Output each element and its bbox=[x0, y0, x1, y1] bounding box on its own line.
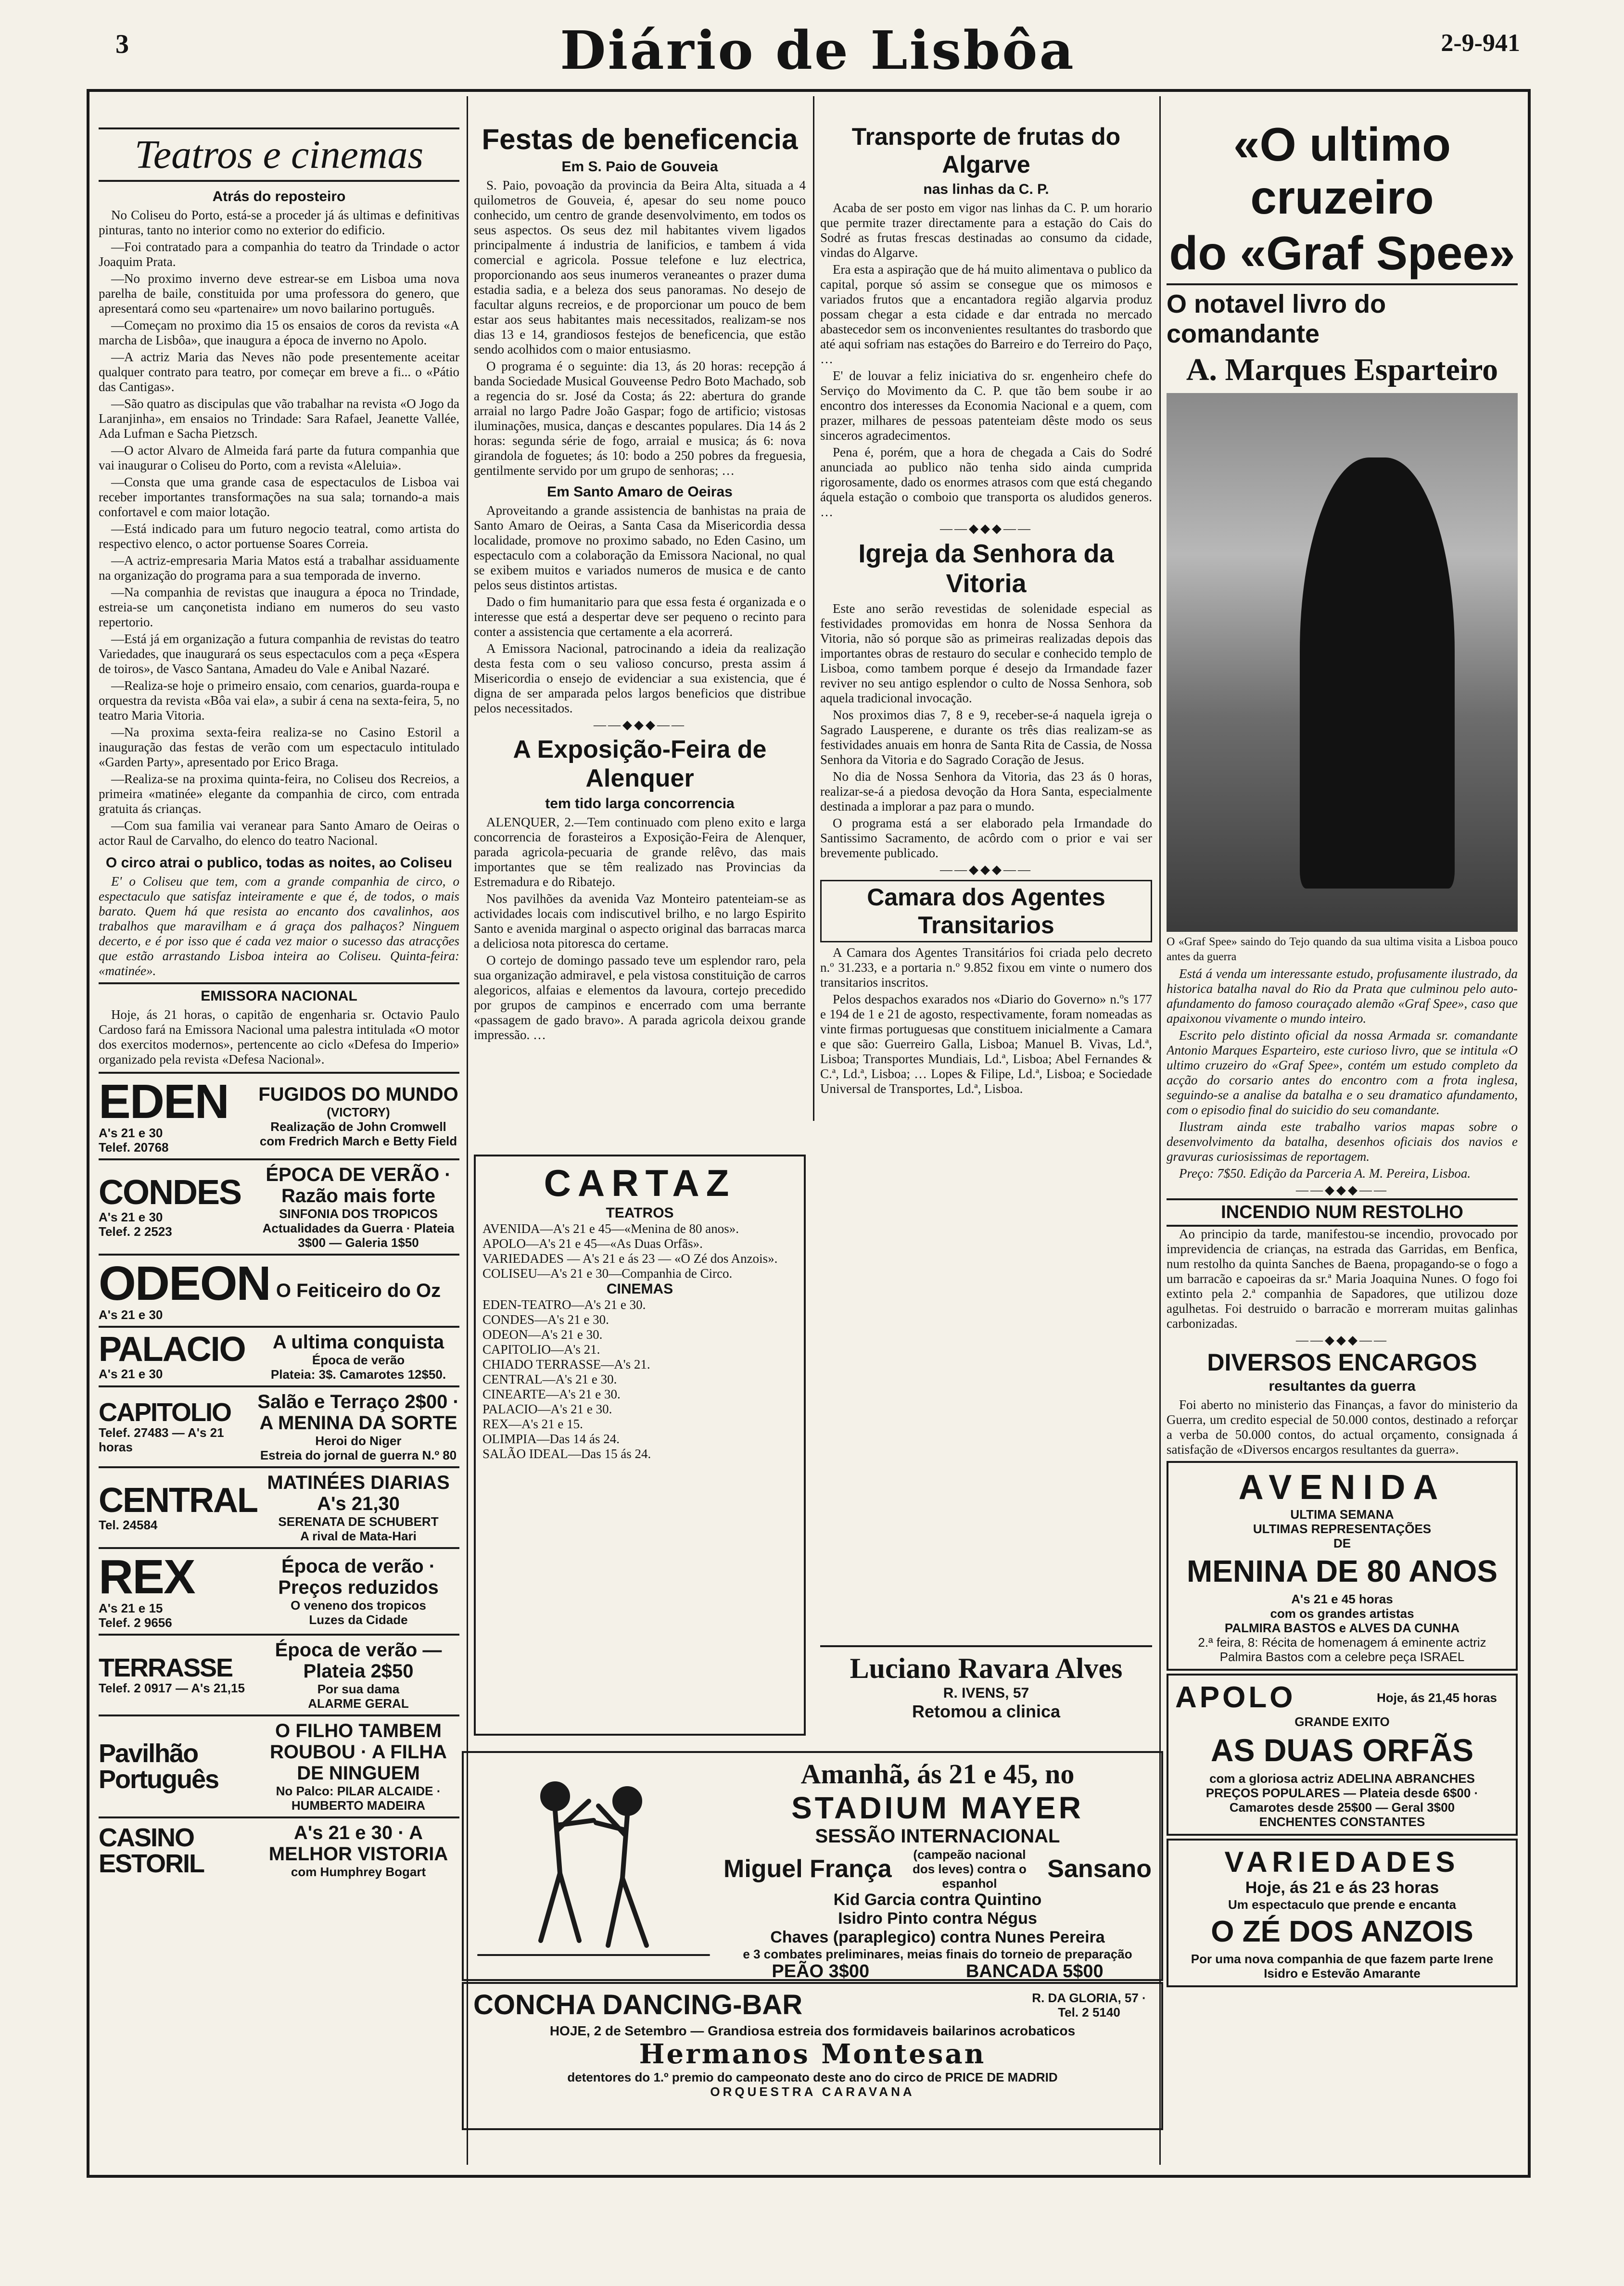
listing-item: PALACIO—A's 21 e 30. bbox=[482, 1402, 612, 1416]
subheadline: O notavel livro do comandante bbox=[1167, 290, 1386, 348]
paragraph: Dado o fim humanitario para que essa festa é organizada e o interesse que está a despertar deve ser pequeno o recinto para conter a assistencia que certamente a ela acorrerá. bbox=[474, 595, 806, 639]
ad-name: AVENIDA bbox=[1238, 1468, 1446, 1507]
ad-line: Um espectaculo que prende e encanta bbox=[1228, 1897, 1456, 1912]
paragraph: E' de louvar a feliz iniciativa do sr. engenheiro chefe do Serviço do Movimento da C. P. que tão bem soube ir ao encontro dos interesses da Economia Nacional e a quem, com prazer, milhares de pessoas patenteiam dêste modo os seus sinceros agradecimentos. bbox=[820, 368, 1152, 443]
article-body bbox=[820, 601, 1152, 861]
page-number: 3 bbox=[115, 29, 129, 59]
cartaz-box bbox=[474, 1155, 806, 1746]
listing-item: SALÃO IDEAL—Das 15 ás 24. bbox=[482, 1447, 651, 1461]
ad-name: CONCHA DANCING-BAR bbox=[473, 1989, 803, 2020]
cinema-name: REX bbox=[99, 1550, 195, 1604]
film-detail: Estreia do jornal de guerra N.º 80 bbox=[260, 1448, 457, 1462]
article-body bbox=[474, 178, 806, 478]
subheading: resultantes da guerra bbox=[1269, 1378, 1416, 1394]
cinema-info: A's 21 e 15 bbox=[99, 1601, 163, 1615]
cinema-ad bbox=[99, 1158, 459, 1254]
author: A. Marques Esparteiro bbox=[1186, 352, 1498, 387]
ad-line: ENCHENTES CONSTANTES bbox=[1259, 1815, 1425, 1829]
section-title: Teatros e cinemas bbox=[99, 127, 459, 182]
cinema-info: Tel. 24584 bbox=[99, 1518, 158, 1532]
paragraph: Nos proximos dias 7, 8 e 9, receber-se-á naquela igreja o Sagrado Lausperene, e durante os três dias realizam-se as festividades anuais em honra de Santa Rita de Cassia, de Nossa Senhora da Vitoria e do Sagrado Coração de Jesus. bbox=[820, 708, 1152, 767]
paragraph: O programa é o seguinte: dia 13, ás 20 horas: recepção á banda Sociedade Musical Gouveense Pedro Boto Machado, sob a regencia do sr. José da Costa; ás 22: abertura do grande arraial no largo Padre João Gaspar; fogo de artificio; vistosas iluminações, musica, danças e descantes populares. Dia 14 ás 2 horas: segunda série de fogo, arraial e musica; ás 6: nova girandola de foguetes; ás 10: bodo a 250 pobres da freguesia, gentilmente servido por um grupo de senhoras; … bbox=[474, 359, 806, 478]
theatres-label: TEATROS bbox=[606, 1205, 674, 1221]
film-detail: No Palco: PILAR ALCAIDE · HUMBERTO MADEIRA bbox=[276, 1784, 441, 1813]
cinema-ad bbox=[99, 1714, 459, 1816]
paragraph: Hoje, ás 21 horas, o capitão de engenharia sr. Octavio Paulo Cardoso fará na Emissora Nacional uma palestra intitulada «O motor dos exercitos modernos», pertencente ao ciclo «Defesa do Imperio» organizado pela revista «Defesa Nacional». bbox=[99, 1007, 459, 1067]
film-title: O Feiticeiro do Oz bbox=[276, 1280, 441, 1301]
cinema-ad bbox=[99, 1385, 459, 1466]
cinema-name: CASINO ESTORIL bbox=[99, 1823, 204, 1878]
paragraph: —Realiza-se hoje o primeiro ensaio, com cenarios, guarda-roupa e orquestra da revista «Bôa vai ela», a subir á cena na sexta-feira, 5, no teatro Maria Vitoria. bbox=[99, 678, 459, 723]
listing-item: CENTRAL—A's 21 e 30. bbox=[482, 1372, 617, 1386]
paragraph: Está á venda um interessante estudo, profusamente ilustrado, da historica batalha naval do Rio da Prata que culminou pelo auto-afundamento do famoso couraçado alemão «Graf Spee», caso que apaixonou vivamente o mundo inteiro. bbox=[1167, 966, 1518, 1026]
article-body bbox=[820, 945, 1152, 1096]
subheading: tem tido larga concorrencia bbox=[545, 796, 735, 812]
film-detail: SINFONIA DOS TROPICOS bbox=[279, 1206, 438, 1221]
ad-avenida bbox=[1167, 1461, 1518, 1671]
paragraph: Nos pavilhões da avenida Vaz Monteiro patenteiam-se as actividades locais com indiscutivel brilho, e no largo Espirito Santo e avenida marginal o aspecto original das barracas marca a deliciosa nota pitoresca do certame. bbox=[474, 891, 806, 951]
film-detail: Época de verão bbox=[312, 1353, 405, 1367]
paragraph: Este ano serão revestidas de solenidade especial as festividades promovidas em honra de Nossa Senhora da Vitoria, não só porque são as primeiras realizadas depois das importantes obras de restauro do secular e conhecido templo de Lisboa, como tambem porque é desejo da Irmandade fazer reviver no seu antigo esplendor o culto de Nossa Senhora, sob aquela tradicional invocação. bbox=[820, 601, 1152, 705]
paragraph: Acaba de ser posto em vigor nas linhas da C. P. um horario que permite trazer directamente para a estação do Cais do Sodré as frutas frescas destinadas ao consumo da cidade, vindas do Algarve. bbox=[820, 201, 1152, 260]
film-detail: Realização de John Cromwell com Fredrich March e Betty Field bbox=[259, 1119, 457, 1148]
cinema-ad bbox=[99, 1326, 459, 1385]
cinema-info: A's 21 e 30 bbox=[99, 1126, 163, 1140]
listing-item: COLISEU—A's 21 e 30—Companhia de Circo. bbox=[482, 1266, 733, 1281]
paragraph: Pena é, porém, que a hora de chegada a Cais do Sodré anunciada ao publico não tenha sido ainda cumprida rigorosamente, dado os enormes atrasos com que está chegando áquela estação o comboio que transporta os aludidos generos. … bbox=[820, 445, 1152, 519]
ad-address: R. DA GLORIA, 57 · Tel. 2 5140 bbox=[1032, 1990, 1146, 2019]
price: PEÃO 3$00 bbox=[772, 1961, 870, 1981]
paragraph: O cortejo de domingo passado teve um esplendor raro, pela sua organização admiravel, e pela vistosa constituição de carros alegoricos, alfaias e elementos da lavoura, cortejo precedido por grupos de campinos e encerrado com uma berrante «passagem de gado bravo». A parada agricola deixou grande impressão. … bbox=[474, 953, 806, 1042]
ad-play: MENINA DE 80 ANOS bbox=[1186, 1554, 1498, 1588]
cinema-ad bbox=[99, 1816, 459, 1883]
headline: «O ultimo cruzeiro bbox=[1233, 118, 1451, 224]
paragraph: S. Paio, povoação da provincia da Beira Alta, situada a 4 quilometros de Gouveia, é, apesar do seu nome pouco conhecido, um centro de grande desenvolvimento, em todos os seus aspectos. Os seus dez mil habitantes vivem ligados principalmente á industria de lanificios, e tambem á vida comercial e agricola. Possue telefone e luz electrica, proporcionando aos seus inumeros veraneantes o prazer duma estadia sadia, e a beleza dos seus panoramas. No desejo de facultar alguns recreios, e de proporcionar um pouco de bem estar aos seus habitantes mais necessitados, realizam-se nos dias 13 e 14, grandiosos festejos de beneficencia, que estão sendo acolhidos com o maior entusiasmo. bbox=[474, 178, 806, 356]
cinema-info: A's 21 e 30 bbox=[99, 1367, 163, 1381]
cinema-name: EDEN bbox=[99, 1075, 228, 1129]
subheading: Em S. Paio de Gouveia bbox=[561, 159, 718, 175]
ad-luciano bbox=[820, 1645, 1152, 1743]
page-date: 2-9-941 bbox=[1441, 29, 1520, 57]
ad-line: DE bbox=[1333, 1536, 1351, 1550]
listing-item: CINEARTE—A's 21 e 30. bbox=[482, 1387, 621, 1401]
page-header bbox=[115, 19, 1520, 82]
film-title: Época de verão · Preços reduzidos bbox=[278, 1556, 439, 1598]
paragraph: —A actriz Maria das Neves não pode presentemente aceitar qualquer contrato para teatro, por começar em breve a fi... o «Pátio das Cantigas». bbox=[99, 350, 459, 394]
film-title: Salão e Terraço 2$00 · A MENINA DA SORTE bbox=[257, 1391, 459, 1434]
ad-line: ULTIMAS REPRESENTAÇÕES bbox=[1253, 1522, 1432, 1536]
cinema-info: Telef. 2 2523 bbox=[99, 1224, 172, 1239]
theatre-listing bbox=[482, 1221, 797, 1281]
ad-line: Hoje, ás 21,45 horas bbox=[1376, 1690, 1497, 1705]
section-title: Festas de beneficencia bbox=[482, 123, 798, 155]
column-rule bbox=[813, 96, 814, 1121]
film-detail: com Humphrey Bogart bbox=[291, 1865, 426, 1879]
ad-line: ULTIMA SEMANA bbox=[1290, 1507, 1394, 1522]
cinema-info: Telef. 20768 bbox=[99, 1140, 169, 1155]
listing-item: VARIEDADES — A's 21 e ás 23 — «O Zé dos Anzois». bbox=[482, 1251, 778, 1266]
ad-line: Por uma nova companhia de que fazem parte Irene Isidro e Estevão Amarante bbox=[1191, 1952, 1494, 1981]
listing-item: REX—A's 21 e 15. bbox=[482, 1417, 583, 1431]
venue: STADIUM MAYER bbox=[791, 1791, 1084, 1825]
column-graf-spee: «O ultimo cruzeiro do «Graf Spee» O notavel livro do comandante A. Marques Esparteiro O «Graf Spee» saindo do Tejo quando da sua ultima visita a Lisboa pouco antes da guerra Está á venda um interessante estudo, profusamente ilustrado, da historica batalha naval do Rio da Prata que culminou pelo auto-afundamento do famoso couraçado alemão «Graf Spee», caso que apaixonou vivamente o mundo inteiro. Escrito pelo distinto oficial da nossa Armada sr. comandante Antonio Marques Esparteiro, este curioso livro, que se intitula «O ultimo cruzeiro do «Graf Spee», contém um estudo completo da acção do corsario antes do encontro com a frota inglesa, seguindo-se a analise da batalha e o seu dramatico afundamento, com o episodio final do suicidio do seu comandante. Ilustram ainda este trabalho varios mapas sobre o desenvolvimento da batalha, desenhos oficiais dos navios e gravuras curiosissimas de reportagem. Preço: 7$50. Edição da Parceria A. M. Pereira, Lisboa. ——◆◆◆—— INCENDIO NUM RESTOLHO Ao principio da tarde, manifestou-se incendio, provocado por imprevidencia de crianças, na estrada das Garridas, em Benfica, num restolho da quinta Sanches de Baena, propagando-se o fogo a um barracão e capoeiras da sr.ª Maria Joaquina Nunes. O fogo foi extinto pela 2.ª companhia de Sapadores, que utilizou doze agulhetas. Foi destruido o barracão e morreram muitas galinhas carbonizadas. ——◆◆◆—— DIVERSOS ENCARGOS resultantes da guerra Foi aberto no ministerio das Finanças, a favor do ministerio da Guerra, um credito especial de 50.000 contos, destinado a reforçar a verba de 50.000 contos, do actual orçamento, consignada á satisfação de «Diversos encargos resultantes da guerra». AVENIDA ULTIMA SEMANA ULTIMAS REPRESENTAÇÕES DE MENINA DE 80 ANOS A's 21 e 45 horas com os grandes artistas PALMIRA BASTOS e ALVES DA CUNHA 2.ª feira, 8: Récita de homenagem á eminente actriz Palmira Bastos com a celebre peça ISRAEL APOLO Hoje, ás 21,45 horas GRANDE EXITO AS DUAS ORFÃS com a gloriosa actriz ADELINA ABRANCHES PREÇOS POPULARES — Plateia desde 6$00 · Camarotes desde 25$00 — Geral 3$00 ENCHENTES CONSTANTES VARIEDADES Hoje, ás 21 e ás 23 horas Um espectaculo que prende e encanta O ZÉ DOS ANZOIS Por uma nova companhia de que fazem parte Irene Isidro e Estevão Amarante bbox=[1167, 103, 1518, 2167]
listing-item: AVENIDA—A's 21 e 45—«Menina de 80 anos». bbox=[482, 1221, 739, 1236]
ad-boxing bbox=[462, 1751, 1163, 1981]
ad-play: O ZÉ DOS ANZOIS bbox=[1211, 1915, 1473, 1948]
listing-item: OLIMPIA—Das 14 ás 24. bbox=[482, 1432, 620, 1446]
paragraph: Escrito pelo distinto oficial da nossa Armada sr. comandante Antonio Marques Esparteiro, este curioso livro, que se intitula «O ultimo cruzeiro do «Graf Spee», contém um estudo completo da acção do corsario antes do encontro com a frota inglesa, seguindo-se a analise da batalha e o seu dramatico afundamento, com o episodio final do suicidio do seu comandante. bbox=[1167, 1028, 1518, 1117]
paragraph: —Está indicado para um futuro negocio teatral, como artista do respectivo elenco, o actor portuense Soares Correia. bbox=[99, 521, 459, 551]
section-title: INCENDIO NUM RESTOLHO bbox=[1167, 1198, 1518, 1227]
ad-line: PREÇOS POPULARES — Plateia desde 6$00 · Camarotes desde 25$00 — Geral 3$00 bbox=[1205, 1786, 1479, 1815]
cinema-name: PALACIO bbox=[99, 1330, 245, 1369]
paragraph: ALENQUER, 2.—Tem continuado com pleno exito e larga concorrencia de forasteiros a Exposição-Feira de Alenquer, parada agricola-pecuaria de grande relêvo, das mais importantes que se têm realizado nas Provincias da Estremadura e do Ribatejo. bbox=[474, 815, 806, 889]
paragraph: A Camara dos Agentes Transitários foi criada pelo decreto n.º 31.233, e a portaria n.º 9.852 fixou em vinte o numero dos transitarios inscritos. bbox=[820, 945, 1152, 990]
paragraph: —Com sua familia vai veranear para Santo Amaro de Oeiras o actor Raul de Carvalho, do elenco do teatro Nacional. bbox=[99, 818, 459, 848]
subheading: Atrás do reposteiro bbox=[212, 189, 346, 204]
cinema-info: Telef. 2 9656 bbox=[99, 1615, 172, 1630]
film-detail: (VICTORY) bbox=[327, 1105, 390, 1119]
film-title: ÉPOCA DE VERÃO · Razão mais forte bbox=[266, 1164, 451, 1206]
paragraph: Foi aberto no ministerio das Finanças, a favor do ministerio da Guerra, um credito especial de 50.000 contos, destinado a reforçar a verba de 50.000 contos, do actual orçamento, consignada á satisfação de «Diversos encargos resultantes da guerra». bbox=[1167, 1397, 1518, 1457]
listing-item: CHIADO TERRASSE—A's 21. bbox=[482, 1357, 650, 1372]
listing-item: EDEN-TEATRO—A's 21 e 30. bbox=[482, 1297, 646, 1312]
film-title: FUGIDOS DO MUNDO bbox=[258, 1084, 458, 1105]
cinema-ad bbox=[99, 1254, 459, 1326]
paragraph: E' o Coliseu que tem, com a grande companhia de circo, o espectaculo que satisfaz inteiramente e que é, de todos, o mais barato. Quem há que resista ao encanto dos cavalinhos, aos trabalhos que maravilham e á graça dos palhaços? Ninguem decerto, e é por isso que é cada vez maior o sucesso das atracções que estão arrastando Lisboa inteira ao Coliseu. Quinta-feira: «matinée». bbox=[99, 874, 459, 978]
column-transport: Transporte de frutas do Algarve nas linhas da C. P. Acaba de ser posto em vigor nas linhas da C. P. um horario que permite trazer directamente para a estação do Cais do Sodré as frutas frescas destinadas ao consumo da cidade, vindas do Algarve. Era esta a aspiração que de há muito alimentava o publico da capital, porque só assim se consegue que os mimosos e variados frutos que a encantadora região algarvia produz possam chegar a esta cidade e dar entrada no mercado abastecedor sem os inconvenientes resultantes do trasbordo que até aqui sofriam nas estações do Barreiro e do Terreiro do Paço, … E' de louvar a feliz iniciativa do sr. engenheiro chefe do Serviço do Movimento da C. P. que tão bem soube ir ao encontro dos interesses da Economia Nacional e a quem, com prazer, milhares de pessoas patenteiam dêste modo os seus sinceros agradecimentos. Pena é, porém, que a hora de chegada a Cais do Sodré anunciada ao publico não tenha sido ainda cumprida rigorosamente, dado os enormes atrasos com que está chegando áquela estação o comboio que transporta os aludidos generos. … ——◆◆◆—— Igreja da Senhora da Vitoria Este ano serão revestidas de solenidade especial as festividades promovidas em honra de Nossa Senhora da Vitoria, não só porque são as primeiras realizadas depois das importantes obras de restauro do secular e conhecido templo de Lisboa, como tambem porque é desejo da Irmandade fazer reviver no seu antigo esplendor o culto de Nossa Senhora, sob aquela tradicional invocação. Nos proximos dias 7, 8 e 9, receber-se-á naquela igreja o Sagrado Lausperene, e durante os três dias realizam-se as festividades anuais em honra de Santa Rita de Cassia, de Nossa Senhora da Vitoria e do Sagrado Coração de Jesus. No dia de Nossa Senhora da Vitoria, das 23 ás 0 horas, realizar-se-á a piedosa devoção da Hora Santa, especialmente destinada a implorar a paz para o mundo. O programa está a ser elaborado pela Irmandade do Santissimo Sacramento, de acôrdo com o prior e vai ser brevemente publicado. ——◆◆◆—— Camara dos Agentes Transitarios A Camara dos Agentes Transitários foi criada pelo decreto n.º 31.233, e a portaria n.º 9.852 fixou em vinte o numero dos transitarios inscritos. Pelos despachos exarados nos «Diario do Governo» n.ºs 177 e 194 de 1 e 21 de agosto, respectivamente, foram nomeadas as vinte firmas portuguesas que constituem inicialmente a Camara e que são: Guerreiro Galla, Lisboa; Manuel B. Vivas, Ld.ª, Lisboa; Transportes Mundiais, Ld.ª, Lisboa; Abel Fernandes & C.ª, Ld.ª, Lisboa; … Lopes & Filipe, Ld.ª, Lisboa; e Sociedade Universal de Transportes, Ld.ª, Lisboa. bbox=[820, 123, 1152, 1096]
section-title: Igreja da Senhora da Vitoria bbox=[858, 539, 1114, 598]
listing-item: CONDES—A's 21 e 30. bbox=[482, 1312, 609, 1327]
paragraph: A Emissora Nacional, patrocinando a ideia da realização desta festa com o seu valioso concurso, presta assim á Misericordia o ensejo de evidenciar a sua existencia, que é digna de ser amparada pelos largos beneficios que distribue pelos necessitados. bbox=[474, 641, 806, 715]
section-title: Transporte de frutas do Algarve bbox=[851, 123, 1121, 178]
cinema-info: A's 21 e 30 bbox=[99, 1210, 163, 1224]
cinema-name: CAPITOLIO bbox=[99, 1398, 231, 1427]
ad-play: AS DUAS ORFÃS bbox=[1210, 1732, 1474, 1768]
cinema-name: CENTRAL bbox=[99, 1481, 257, 1520]
subheading: Em Santo Amaro de Oeiras bbox=[547, 484, 733, 500]
listing-item: ODEON—A's 21 e 30. bbox=[482, 1327, 603, 1342]
film-detail: A rival de Mata-Hari bbox=[300, 1529, 417, 1543]
film-title: MATINÉES DIARIAS A's 21,30 bbox=[267, 1472, 450, 1514]
paragraph: —Foi contratado para a companhia do teatro da Trindade o actor Joaquim Prata. bbox=[99, 240, 459, 269]
ad-line: com a gloriosa actriz ADELINA ABRANCHES bbox=[1209, 1771, 1475, 1786]
cinema-ads bbox=[99, 1072, 459, 1883]
cinema-name: TERRASSE bbox=[99, 1653, 233, 1682]
performers: Hermanos Montesan bbox=[639, 2038, 986, 2070]
paragraph: Ilustram ainda este trabalho varios mapas sobre o desenvolvimento da batalha, desenhos oficiais dos navios e gravuras curiosissimas de reportagem. bbox=[1167, 1119, 1518, 1164]
cinema-name: ODEON bbox=[99, 1257, 270, 1310]
bout: Kid Garcia contra Quintino bbox=[833, 1891, 1042, 1909]
article-body bbox=[1167, 966, 1518, 1181]
ad-line: A's 21 e 45 horas bbox=[1291, 1592, 1393, 1606]
cinema-name: Pavilhão Português bbox=[99, 1739, 219, 1794]
ad-line: detentores do 1.º premio do campeonato deste ano do circo de PRICE DE MADRID bbox=[567, 2070, 1058, 2084]
paragraph: No dia de Nossa Senhora da Vitoria, das 23 ás 0 horas, realizar-se-á a piedosa devoção da Hora Santa, especialmente destinada a implorar a paz para o mundo. bbox=[820, 769, 1152, 813]
paragraph: —Na companhia de revistas que inaugura a época no Trindade, estreia-se um cançonetista indiano em numeros do seu vasto repertorio. bbox=[99, 585, 459, 629]
paragraph: No Coliseu do Porto, está-se a proceder já ás ultimas e definitivas pinturas, tanto no interior como no exterior do edificio. bbox=[99, 208, 459, 237]
headline: do «Graf Spee» bbox=[1169, 227, 1515, 279]
ad-line: PALMIRA BASTOS e ALVES DA CUNHA bbox=[1224, 1621, 1460, 1635]
paragraph: Aproveitando a grande assistencia de banhistas na praia de Santo Amaro de Oeiras, a Santa Casa da Misericordia dessa localidade, promove no proximo sabado, no Eden Casino, um espectaculo com a colaboração da Emissora Nacional, no qual se exibem muitos e variados numeros de musica e de canto pelos seus distintos artistas. bbox=[474, 503, 806, 592]
paragraph: Ao principio da tarde, manifestou-se incendio, provocado por imprevidencia de crianças, na estrada das Garridas, em Benfica, num restolho da quinta Sanches de Baena, propagando-se o fogo a um barracão e capoeiras da sr.ª Maria Joaquina Nunes. O fogo foi extinto pela 2.ª companhia de Sapadores, que utilizou doze agulhetas. Foi destruido o barracão e morreram muitas galinhas carbonizadas. bbox=[1167, 1227, 1518, 1331]
section-title: Camara dos Agentes Transitarios bbox=[820, 880, 1152, 942]
ad-name: APOLO bbox=[1175, 1681, 1296, 1714]
subheading: nas linhas da C. P. bbox=[923, 181, 1049, 197]
session: SESSÃO INTERNACIONAL bbox=[815, 1826, 1060, 1847]
photo-caption: O «Graf Spee» saindo do Tejo quando da sua ultima visita a Lisboa pouco antes da guerra bbox=[1167, 936, 1518, 963]
cinemas-label: CINEMAS bbox=[606, 1281, 673, 1297]
film-detail: Plateia: 3$. Camarotes 12$50. bbox=[270, 1367, 446, 1382]
bout: Isidro Pinto contra Négus bbox=[838, 1909, 1037, 1928]
section-title: A Exposição-Feira de Alenquer bbox=[513, 736, 767, 792]
boxing-mid: (campeão nacional dos leves) contra o espanhol bbox=[912, 1847, 1027, 1891]
column-charity: Festas de beneficencia Em S. Paio de Gouveia S. Paio, povoação da provincia da Beira Alta, situada a 4 quilometros de Gouveia, é, apesar do seu nome pouco conhecido, um centro de grande desenvolvimento, em todos os seus aspectos. Os seus dez mil habitantes vivem ligados principalmente á industria de lanificios, e tambem á vida comercial e agricola. Possue telefone e luz electrica, proporcionando aos seus inumeros veraneantes o prazer duma estadia sadia, e a beleza dos seus panoramas. No desejo de facultar alguns recreios, e de proporcionar um pouco de bem estar aos seus habitantes mais necessitados, realizam-se nos dias 13 e 14, grandiosos festejos de beneficencia, que estão sendo acolhidos com o maior entusiasmo. O programa é o seguinte: dia 13, ás 20 horas: recepção á banda Sociedade Musical Gouveense Pedro Boto Machado, sob a regencia do sr. José da Costa; ás 22: abertura do grande arraial no largo Padre João Gaspar; fogo de artificio; vistosas iluminações, musica, danças e descantes populares. Dia 14 ás 2 horas: segunda série de fogo, arraial e musica; ás 6: nova girandola de foguetes; ás 10: bodo a 250 pobres da freguesia, gentilmente servido por um grupo de senhoras; … Em Santo Amaro de Oeiras Aproveitando a grande assistencia de banhistas na praia de Santo Amaro de Oeiras, a Santa Casa da Misericordia dessa localidade, promove no proximo sabado, no Eden Casino, um espectaculo com a colaboração da Emissora Nacional, no qual se exibem muitos e variados numeros de musica e de canto pelos seus distintos artistas. Dado o fim humanitario para que essa festa é organizada e o interesse que está a despertar deve ser pequeno o recinto para conter a assistencia que certamente a ela acorrerá. A Emissora Nacional, patrocinando a ideia da realização desta festa com o seu valioso concurso, presta assim á Misericordia o ensejo de evidenciar a sua existencia, que é digna de ser amparada pelos largos beneficios que distribue pelos necessitados. ——◆◆◆—— A Exposição-Feira de Alenquer tem tido larga concorrencia ALENQUER, 2.—Tem continuado com pleno exito e larga concorrencia de forasteiros a Exposição-Feira de Alenquer, parada agricola-pecuaria de grande relêvo, das mais importantes que se têm realizado nas Provincias da Estremadura e do Ribatejo. Nos pavilhões da avenida Vaz Monteiro patenteiam-se as actividades locais com indiscutivel brilho, e no largo Espirito Santo e avenida marginal o aspecto original das barracas marca a deliciosa nota pitoresca do certame. O cortejo de domingo passado teve um esplendor raro, pela sua organização admiravel, e pela vistosa constituição de carros alegoricos, alfaias e elementos da lavoura, cortejo precedido por grupos de campinos e encerrado com uma berrante «passagem de gado bravo». A parada agricola deixou grande impressão. … bbox=[474, 123, 806, 1042]
film-title: A ultima conquista bbox=[272, 1332, 444, 1353]
cinema-ad bbox=[99, 1466, 459, 1547]
boxer-1: Miguel França bbox=[723, 1855, 892, 1883]
article-body bbox=[474, 503, 806, 716]
masthead: Diário de Lisbôa bbox=[560, 19, 1076, 81]
ad-line: 2.ª feira, 8: Récita de homenagem á eminente actriz Palmira Bastos com a celebre peça ISRAEL bbox=[1198, 1635, 1486, 1664]
column-theatres bbox=[99, 103, 459, 2167]
paragraph: O programa está a ser elaborado pela Irmandade do Santissimo Sacramento, de acôrdo com o prior e vai ser brevemente publicado. bbox=[820, 816, 1152, 860]
film-detail: Actualidades da Guerra · Plateia 3$00 — Galeria 1$50 bbox=[262, 1221, 455, 1250]
paragraph: —Realiza-se na proxima quinta-feira, no Coliseu dos Recreios, a primeira «matinée» elegante da companhia de circo, com entrada gratuita ás crianças. bbox=[99, 772, 459, 816]
cinema-info: Telef. 2 0917 — A's 21,15 bbox=[99, 1681, 245, 1695]
listing-item: CAPITOLIO—A's 21. bbox=[482, 1342, 600, 1357]
cinema-ad bbox=[99, 1072, 459, 1158]
ad-apolo bbox=[1167, 1674, 1518, 1836]
ad-concha bbox=[462, 1982, 1163, 2130]
ad-variedades bbox=[1167, 1839, 1518, 1987]
photo-graf-spee bbox=[1167, 393, 1518, 932]
article-body bbox=[820, 201, 1152, 520]
bout: Chaves (paraplegico) contra Nunes Pereira bbox=[770, 1928, 1105, 1946]
ad-line: Hoje, ás 21 e ás 23 horas bbox=[1245, 1879, 1439, 1897]
film-detail: Por sua dama bbox=[317, 1682, 400, 1696]
paragraph: Pelos despachos exarados nos «Diario do Governo» n.ºs 177 e 194 de 1 e 21 de agosto, respectivamente, foram nomeadas as vinte firmas portuguesas que constituem inicialmente a Camara e que são: Guerreiro Galla, Lisboa; Manuel B. Vivas, Ld.ª, Lisboa; Transportes Mundiais, Ld.ª, Lisboa; Abel Fernandes & C.ª, Ld.ª, Lisboa; … Lopes & Filipe, Ld.ª, Lisboa; e Sociedade Universal de Transportes, Ld.ª, Lisboa. bbox=[820, 992, 1152, 1096]
article-body bbox=[474, 815, 806, 1042]
ad-line: HOJE, 2 de Setembro — Grandiosa estreia dos formidaveis bailarinos acrobaticos bbox=[549, 2023, 1076, 2038]
cinema-info: A's 21 e 30 bbox=[99, 1308, 163, 1322]
ad-name: VARIEDADES bbox=[1224, 1846, 1460, 1878]
film-title: Época de verão — Plateia 2$50 bbox=[275, 1639, 442, 1682]
cartaz-title: CARTAZ bbox=[544, 1162, 736, 1204]
paragraph: —A actriz-empresaria Maria Matos está a trabalhar assiduamente na organização do programa para a sua temporada de inverno. bbox=[99, 553, 459, 583]
paragraph: —Está já em organização a futura companhia de revistas do teatro Variedades, que inaugurará os seus espectaculos com a peça «Espera de toiros», de Vasco Santana, Amadeu do Vale e Anibal Nazaré. bbox=[99, 632, 459, 676]
boxers-illustration bbox=[469, 1758, 719, 1969]
cinema-listing bbox=[482, 1297, 797, 1461]
ad-address: R. IVENS, 57 bbox=[943, 1685, 1029, 1701]
paragraph: —No proximo inverno deve estrear-se em Lisboa uma nova parelha de baile, constituida por uma professora do genero, que apresentará como seu «partenaire» um novo bailarino português. bbox=[99, 271, 459, 316]
paragraph: —Consta que uma grande casa de espectaculos de Lisboa vai receber importantes transformações na sua sala; tornando-a mais confortavel e com maior lotação. bbox=[99, 475, 459, 519]
article-body bbox=[99, 208, 459, 848]
subheading: O circo atrai o publico, todas as noites, ao Coliseu bbox=[105, 855, 453, 871]
cinema-info: Telef. 27483 — A's 21 horas bbox=[99, 1425, 224, 1454]
film-detail: O veneno dos tropicos bbox=[291, 1598, 426, 1613]
paragraph: —O actor Alvaro de Almeida fará parte da futura companhia que vai inaugurar o Coliseu do Porto, com a revista «Aleluia». bbox=[99, 443, 459, 472]
film-detail: SERENATA DE SCHUBERT bbox=[278, 1514, 439, 1529]
paragraph: —Na proxima sexta-feira realiza-se no Casino Estoril a inauguração das festas de verão com um espectaculo intitulado «Garden Party», apresentado por Erico Braga. bbox=[99, 725, 459, 769]
cinema-ad bbox=[99, 1634, 459, 1714]
paragraph: —Começam no proximo dia 15 os ensaios de coros da revista «A marcha de Lisbôa», que inaugura a época de inverno no Apolo. bbox=[99, 318, 459, 347]
section-title: DIVERSOS ENCARGOS bbox=[1207, 1349, 1477, 1376]
ad-line: com os grandes artistas bbox=[1270, 1606, 1414, 1621]
boxer-2: Sansano bbox=[1047, 1855, 1152, 1883]
paragraph: Preço: 7$50. Edição da Parceria A. M. Pereira, Lisboa. bbox=[1179, 1166, 1471, 1181]
paragraph: Era esta a aspiração que de há muito alimentava o publico da capital, porque só assim se consegue que os mimosos e variados frutos que a encantadora região algarvia produz possam chegar a esta cidade e dar entrada no mercado abastecedor sem os inconvenientes resultantes do trasbordo que até aqui sofriam nas estações do Barreiro e do Terreiro do Paço, … bbox=[820, 262, 1152, 366]
ad-line: GRANDE EXITO bbox=[1294, 1714, 1390, 1729]
prelims: e 3 combates preliminares, meias finais do torneio de preparação bbox=[743, 1947, 1132, 1961]
film-title: A's 21 e 30 · A MELHOR VISTORIA bbox=[268, 1822, 448, 1865]
film-detail: Luzes da Cidade bbox=[309, 1613, 408, 1627]
paragraph: —São quatro as discipulas que vão trabalhar na revista «O Jogo da Laranjinha», em ensaios no Trindade: Sara Rafael, Jeanette Vallée, Ada Lufman e Sacha Pietzsch. bbox=[99, 396, 459, 441]
film-detail: Heroi do Niger bbox=[315, 1434, 402, 1448]
price: BANCADA 5$00 bbox=[965, 1961, 1104, 1981]
boxing-line: Amanhã, ás 21 e 45, no bbox=[800, 1758, 1075, 1790]
film-title: O FILHO TAMBEM ROUBOU · A FILHA DE NINGUEM bbox=[269, 1720, 447, 1784]
listing-item: APOLO—A's 21 e 45—«As Duas Orfãs». bbox=[482, 1236, 703, 1251]
subheading: EMISSORA NACIONAL bbox=[201, 988, 357, 1004]
ad-line: ORQUESTRA CARAVANA bbox=[710, 2084, 915, 2099]
ad-note: Retomou a clinica bbox=[912, 1702, 1061, 1721]
film-detail: ALARME GERAL bbox=[308, 1696, 409, 1711]
cinema-name: CONDES bbox=[99, 1173, 241, 1212]
cinema-ad bbox=[99, 1547, 459, 1634]
ad-name: Luciano Ravara Alves bbox=[850, 1652, 1123, 1684]
